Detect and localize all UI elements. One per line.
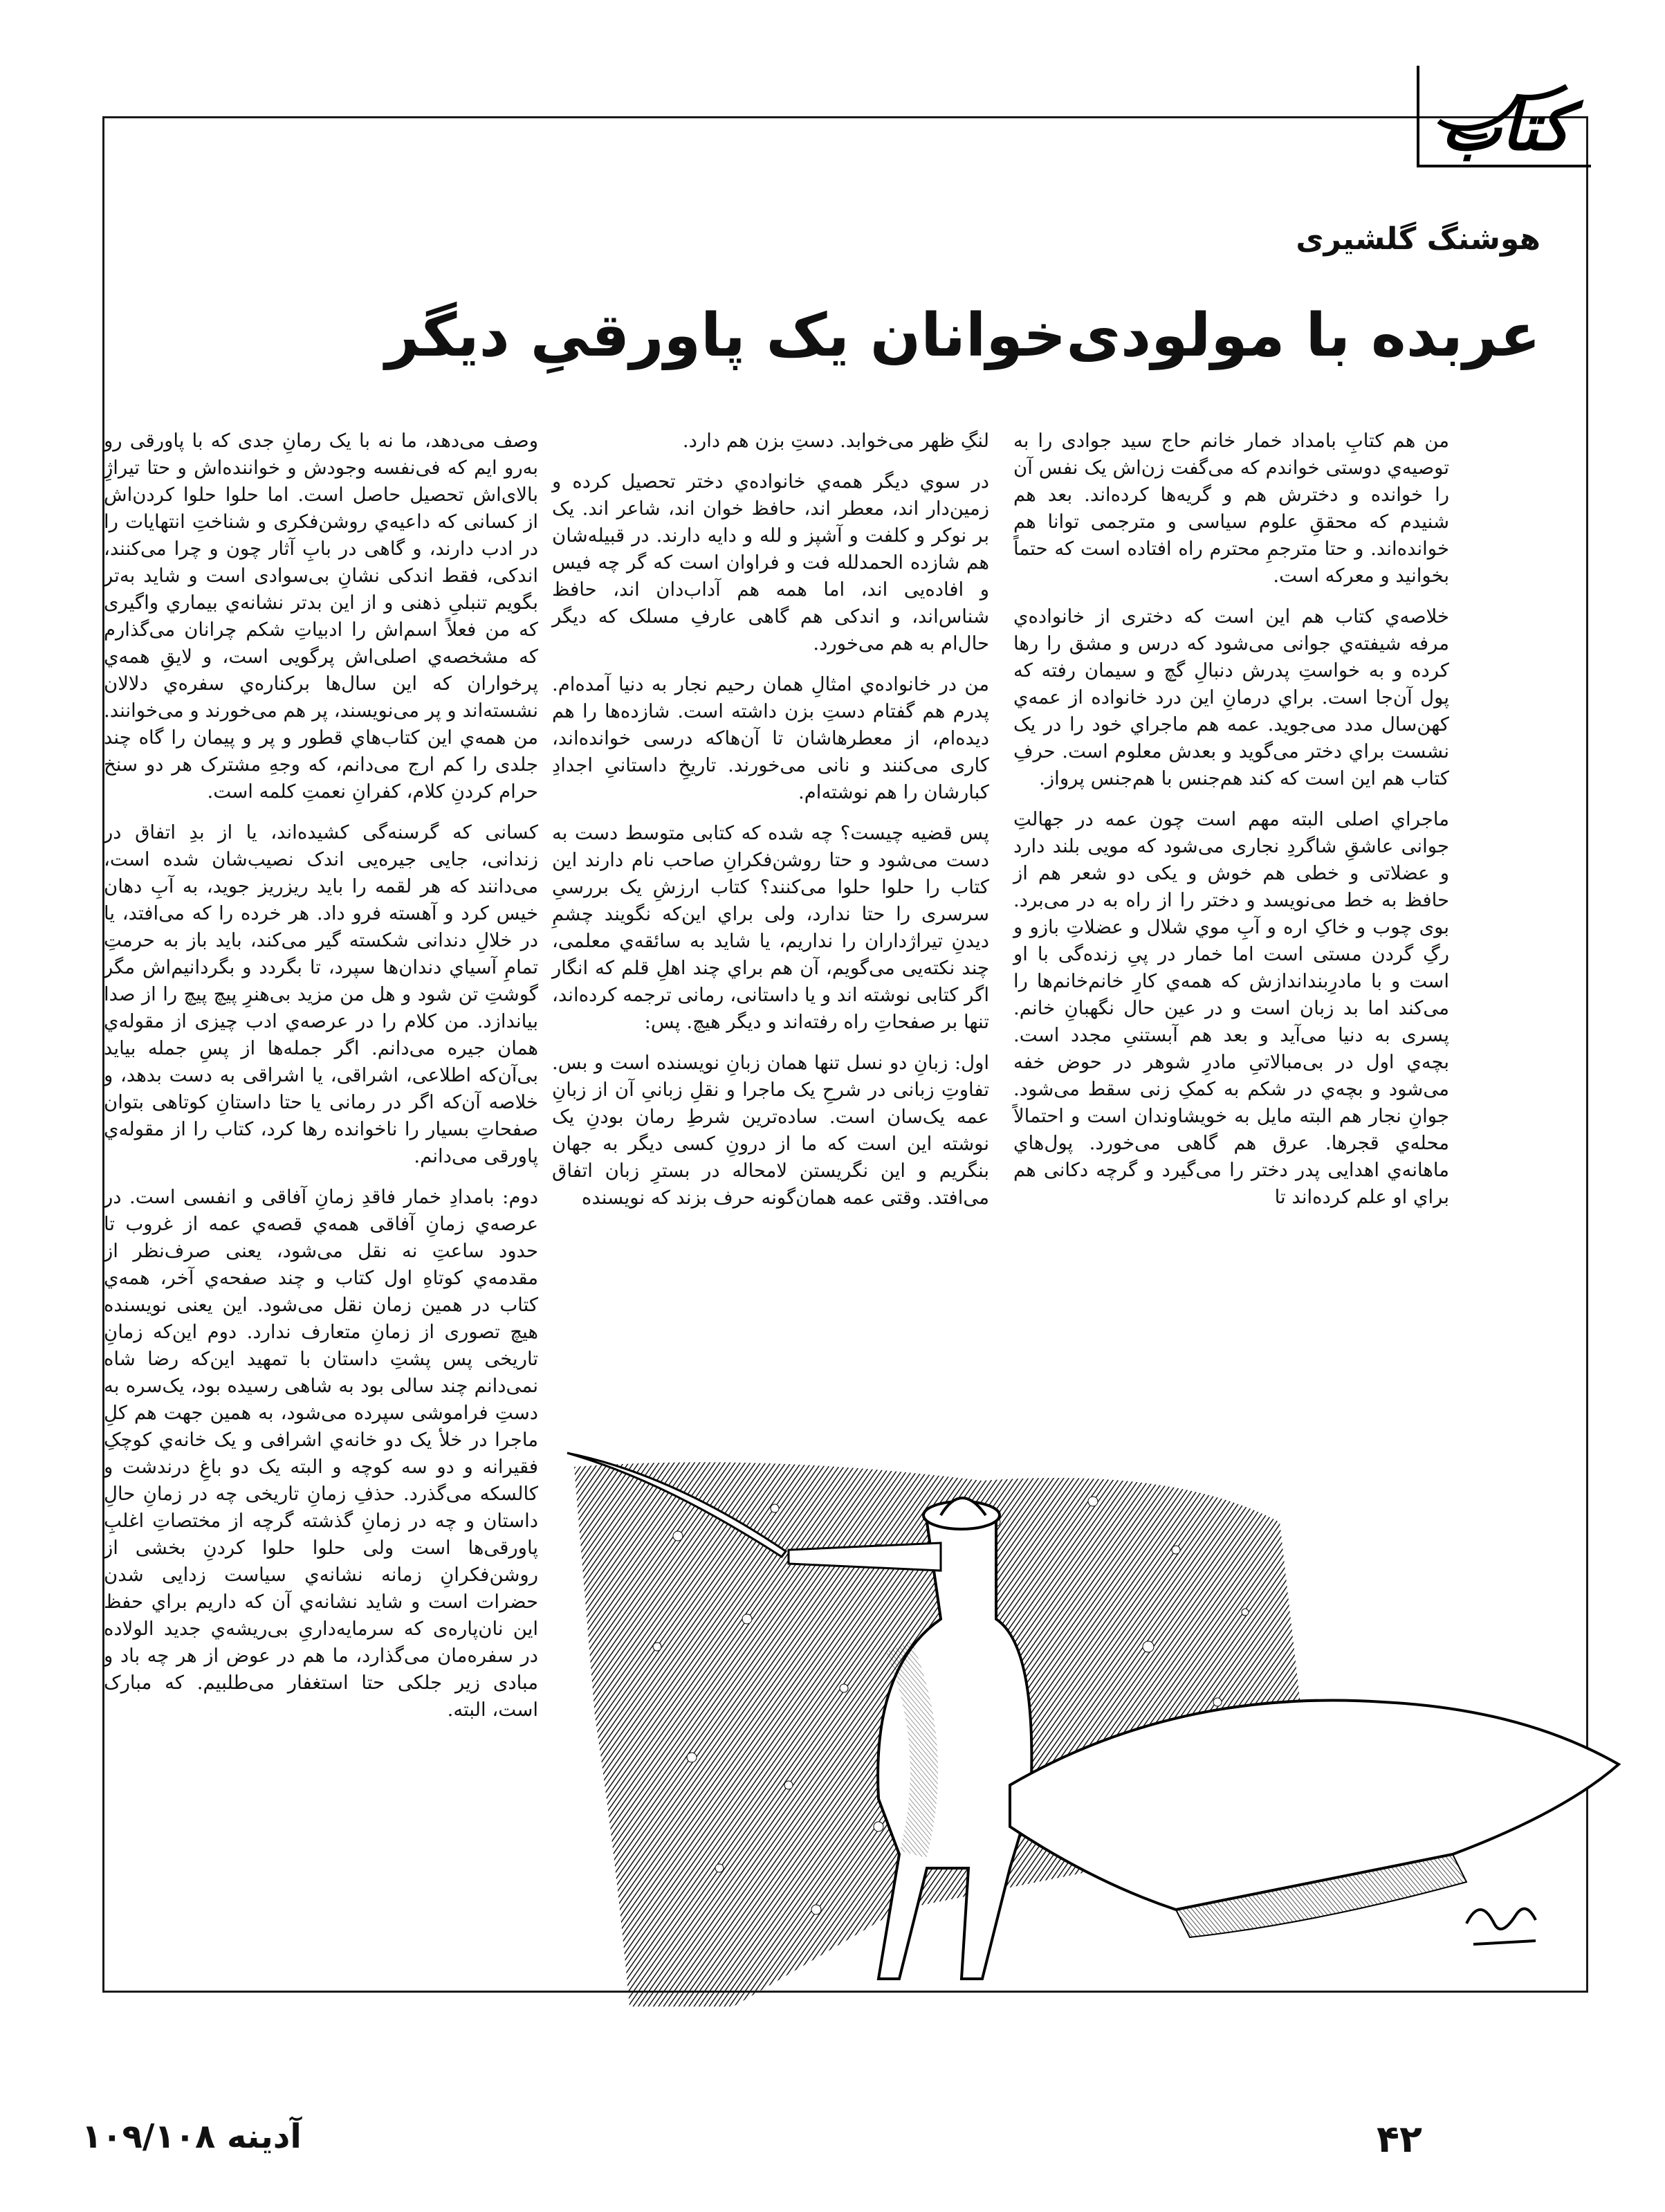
author-name: هوشنگ گلشیری (1296, 221, 1540, 257)
illustration-night-sword-icon (553, 1439, 1632, 2007)
section-logo-text: کتاب (1441, 90, 1570, 165)
paragraph: خلاصه‌ي کتاب هم این است که دختری از خانواده‌ي مرفه شیفته‌ي جوانی می‌شود که درس و مشق را رها کرده و به خواستِ پدرش دنبالِ گچ و سیمان رفته که پول آن‌جا است. براي درمانِ این درد خانواده از عمه‌ي کهن‌سال مدد می‌جوید. عمه هم ماجراي خود را در یک نشست براي دختر می‌گوید و بعدش معلوم است. حرفِ کتاب هم این است که کند هم‌جنس با هم‌جنس پرواز. (1013, 605, 1449, 789)
paragraph: در سوي دیگر همه‌ي خانواده‌ي دختر تحصیل کرده و زمین‌دار اند، معطر اند، حافظ خوان اند، شاعر اند. یک بر نوکر و کلفت و آشپز و لله و دایه دارند. در قبیله‌شان هم شازده الحمدلله فت و فراوان است که گر چه فیس و افاده‌یی اند، اما همه هم آداب‌دان اند، حافظ شناس‌اند، و اندکی هم گاهی عارفِ مسلک که دیگر حال‌ام به هم می‌خورد. (552, 470, 989, 655)
section-logo (1390, 62, 1598, 183)
paragraph: ماجراي اصلی البته مهم است چون عمه در جهالتِ جوانی عاشقِ شاگردِ نجاری می‌شود که مویی بلند دارد و عضلاتی و خطی هم خوش و یکی دو شعر هم از حافظ به خط می‌نویسد و دختر را از راه به در می‌برد. بوی چوب و خاکِ اره و آبِ موي شلال و عضلاتِ بازو و رگِ گردن مستی است اما خمار در پیِ زنده‌گی با او است و با مادرِبندانداز‌ش که همه‌ي کارِ خانم‌خانم‌ها را می‌کند اما بد زبان است و در عین حال نگهبانِ خانم. پسری به دنیا می‌آید و بعد هم آبستنیِ مجدد است. بچه‌ي اول در بی‌مبالاتیِ مادرِ شوهر در حوض خفه می‌شود و بچه‌ي در شکم به کمکِ زنی سقط می‌شود. جوانِ نجار هم البته مایل به خویشاوندان است و احتمالاً محله‌ي قجرها. عرق هم گاهی می‌خورد. پول‌هاي ماهانه‌ي اهدایی پدر دختر را می‌گیرد و گرچه دکانی هم براي او علم کرده‌اند تا (1013, 808, 1449, 1208)
paragraph: پس قضیه چیست؟ چه شده که کتابی متوسط دست به دست می‌شود و حتا روشن‌فکرانِ صاحب نام دارند این کتاب را حلوا حلوا می‌کنند؟ کتاب ارزشِ یک بررسیِ سرسری را حتا ندارد، ولی براي این‌که نگویند چشمِ دیدنِ تیراژداران را نداریم، یا شاید به سائقه‌ي معلمی، چند نکته‌یی می‌گویم، آن هم براي چند اهلِ قلم که انگار اگر کتابی نوشته اند و یا داستانی، رمانی ترجمه کرده‌اند، تنها بر صفحاتِ راه رفته‌اند و دیگر هیچ. پس: (552, 822, 989, 1033)
column-middle (552, 428, 989, 1225)
paragraph: وصف می‌دهد، ما نه با یک رمانِ جدی که با پاورقی رو به‌رو ایم که فی‌نفسه وجودش و خواننده‌اش و حتا تیراژِ بالای‌اش تحصیل حاصل است. اما حلوا حلوا کردن‌اش از کسانی که داعیه‌ي روشن‌فکری و شناختِ انتهایات را در ادب دارند، و گاهی در بابِ آثار چون و چرا می‌کنند، اندکی، فقط اندکی نشانِ بی‌سوادی است و شاید به‌تر بگویم تنبلیِ ذهنی و از این بدتر نشانه‌ي بیماري واگیری که من فعلاً اسم‌اش را ادبیاتِ شکم چرانان می‌گذارم که مشخصه‌ي اصلی‌اش پرگویی است، و لایقِ همه‌ي پرخواران که این سال‌ها برکناره‌ي سفره‌ي دلالان نشسته‌اند و پر می‌نویسند، پر هم می‌خورند و می‌خوانند. من همه‌ي این کتاب‌هاي قطور و پر و پیمان را گاه چند جلدی را کم ارج می‌دانم، که وجهِ مشترک هر دو سنخ حرام کردنِ کلام، کفرانِ نعمتِ کلمه است. (104, 430, 538, 803)
signature-icon (1466, 1909, 1536, 1944)
paragraph: دوم: بامدادِ خمار فاقدِ زمانِ آفاقی و انفسی است. در عرصه‌ي زمانِ آفاقی همه‌ي قصه‌ي عمه از غروب تا حدود ساعتِ نه نقل می‌شود، یعنی صرف‌نظر از مقدمه‌ي کوتاهِ اول کتاب و چند صفحه‌ي آخر، همه‌ي کتاب در همین زمان نقل می‌شود. این یعنی نویسنده هیچ تصوری از زمانِ متعارف ندارد. دوم این‌که زمانِ تاریخی پس پشتِ داستان با تمهید این‌که رضا شاه نمی‌دانم چند سالی بود به شاهی رسیده بود، یک‌سره به دستِ فراموشی سپرده می‌شود، به همین جهت هم کلِ ماجرا در خلأ یک دو خانه‌ي اشرافی و یک خانه‌ي کوچکِ فقیرانه و دو سه کوچه و البته یک دو باغِ درندشت و کالسکه می‌گذرد. حذفِ زمانِ تاریخی چه در زمانِ حالِ داستان و چه در زمانِ گذشته گرچه از مختصاتِ اغلبِ پاورقی‌ها است ولی حلوا حلوا کردنِ بخشی از روشن‌فکرانِ زمانه نشانه‌ي سیاست زدایی شدن حضرات است و شاید نشانه‌ي آن که داریم براي حفظ این نان‌پاره‌ی که سرمایه‌داریِ بی‌ریشه‌ي جدید الولاده در سفره‌مان می‌گذارد، ما هم در عوض از هر چه باد و مبادی زیر جلکی حتا استغفار می‌طلبیم. که مبارک است، البته. (104, 1186, 538, 1721)
paragraph: من هم کتابِ بامداد خمار خانم حاج سید جوادی را به توصیه‌ي دوستی خواندم که می‌گفت زن‌اش یک نفس آن را خوانده و دخترش هم و گریه‌ها کرده‌اند. بعد هم شنیدم که محققِ علوم سیاسی و مترجمی توانا هم خوانده‌اند. و حتا مترجمِ محترم راه افتاده است که حتماً بخوانید و معرکه است. (1013, 430, 1449, 587)
column-right (1013, 428, 1449, 1225)
paragraph: کسانی که گرسنه‌گی کشیده‌اند، یا از بدِ اتفاق در زندانی، جایی جیره‌یی اندک نصیب‌شان شده است، می‌دانند که هر لقمه را باید ریزریز جوید، به آبِ دهان خیس کرد و آهسته فرو داد. هر خرده را که می‌افتد، یا در خلالِ دندانی شکسته گیر می‌کند، باید باز به حرمتِ تمامِ آسیاي دندان‌ها سپرد، تا بگردد و بگردانیم‌اش مگر گوشتِ تن شود و هل من مزید بی‌هنرِ پیچ پیچ را از صدا بیاندازد. من کلام را در عرصه‌ي ادب چیزی از مقوله‌ي همان جیره می‌دانم. اگر جمله‌ها از پسِ جمله بیاید بی‌آن‌که اطلاعی، اشراقی، یا اشراقی به دست بدهد، و خلاصه آن‌که اگر در رمانی یا حتا داستانِ کوتاهی بتوان صفحاتِ بسیار را ناخوانده رها کرد، کتاب را از مقوله‌ي پاورقی می‌دانم. (104, 821, 538, 1167)
paragraph: لنگِ ظهر می‌خوابد. دستِ بزن هم دارد. (682, 430, 989, 452)
paragraph: اول: زبانِ دو نسل تنها همان زبانِ نویسنده است و بس. تفاوتِ زبانی در شرحِ یک ماجرا و نقلِ زبانیِ آن از زبانِ عمه یک‌سان است. ساده‌ترین شرطِ رمان بودنِ یک نوشته این است که ما از درونِ کسی دیگر به جهان بنگریم و این نگریستن لامحاله در بسترِ زبان اتفاق می‌افتد. وقتی عمه همان‌گونه حرف بزند که نویسنده (552, 1052, 989, 1209)
column-left (104, 428, 538, 1737)
illustration (553, 1439, 1632, 2007)
footer-issue-number: آدینه ۱۰۹/۱۰۸ (82, 2117, 302, 2156)
footer-page-number: ۴۲ (1377, 2117, 1422, 2161)
article-title: عربده با مولودی‌خوانان یک پاورقیِ دیگر (385, 301, 1540, 370)
paragraph: من در خانواده‌ي امثالِ همان رحیم نجار به دنیا آمده‌ام. پدرم هم گفتام دستِ بزن داشته است. شازده‌ها را هم دیده‌ام، از معطرهاشان تا آن‌هاکه درسی خوانده‌اند، کاری می‌کنند و نانی می‌خورند. تاریخِ داستانیِ اجدادِ کبارشان را هم نوشته‌ام. (552, 673, 989, 803)
